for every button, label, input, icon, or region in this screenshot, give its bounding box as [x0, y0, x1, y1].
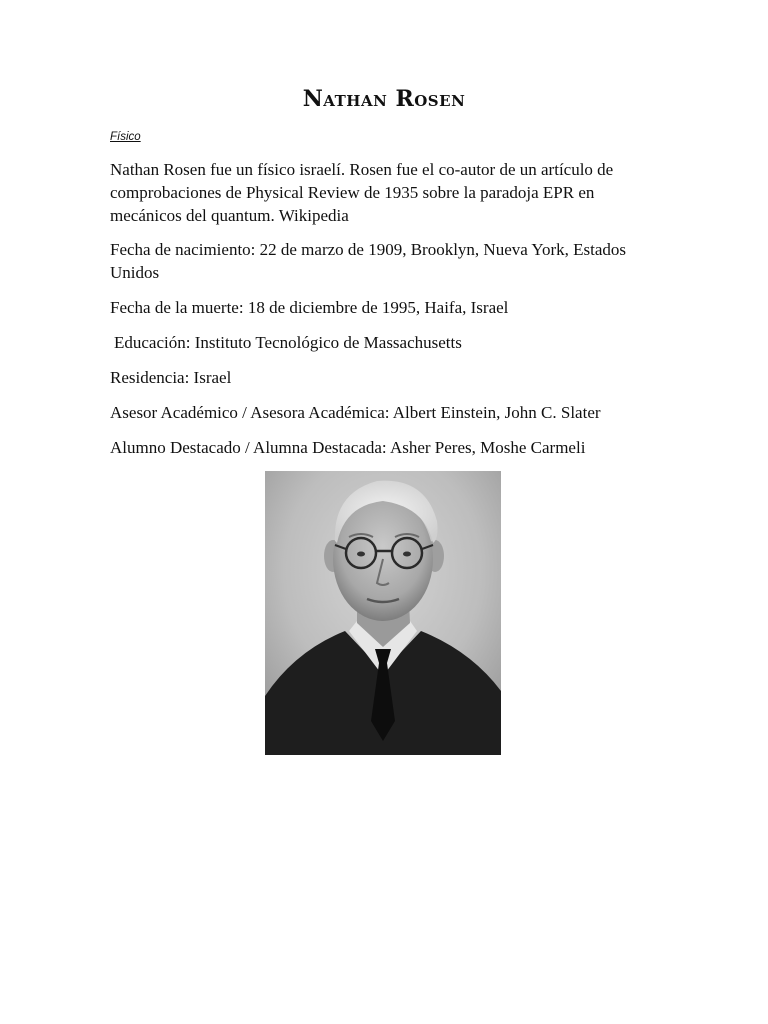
advisors-paragraph: Asesor Académico / Asesora Académica: Albert Einstein, John C. Slater: [110, 403, 601, 422]
residence-paragraph: Residencia: Israel: [110, 368, 232, 387]
subtitle-link[interactable]: Físico: [110, 131, 141, 143]
education-paragraph: Educación: Instituto Tecnológico de Massachusetts: [114, 333, 462, 352]
portrait-photo: [265, 471, 501, 755]
students-paragraph: Alumno Destacado / Alumna Destacada: Asher Peres, Moshe Carmeli: [110, 438, 586, 457]
death-date-paragraph: Fecha de la muerte: 18 de diciembre de 1995, Haifa, Israel: [110, 298, 509, 317]
birth-date-paragraph: Fecha de nacimiento: 22 de marzo de 1909, Brooklyn, Nueva York, Estados Unidos: [110, 240, 627, 282]
page-title: Nathan Rosen: [302, 86, 466, 112]
description-paragraph: Nathan Rosen fue un físico israelí. Rosen fue el co-autor de un artículo de comprobaciones de Physical Review de 1935 sobre la paradoja EPR en mecánicos del quantum. Wikipedia: [110, 160, 614, 225]
